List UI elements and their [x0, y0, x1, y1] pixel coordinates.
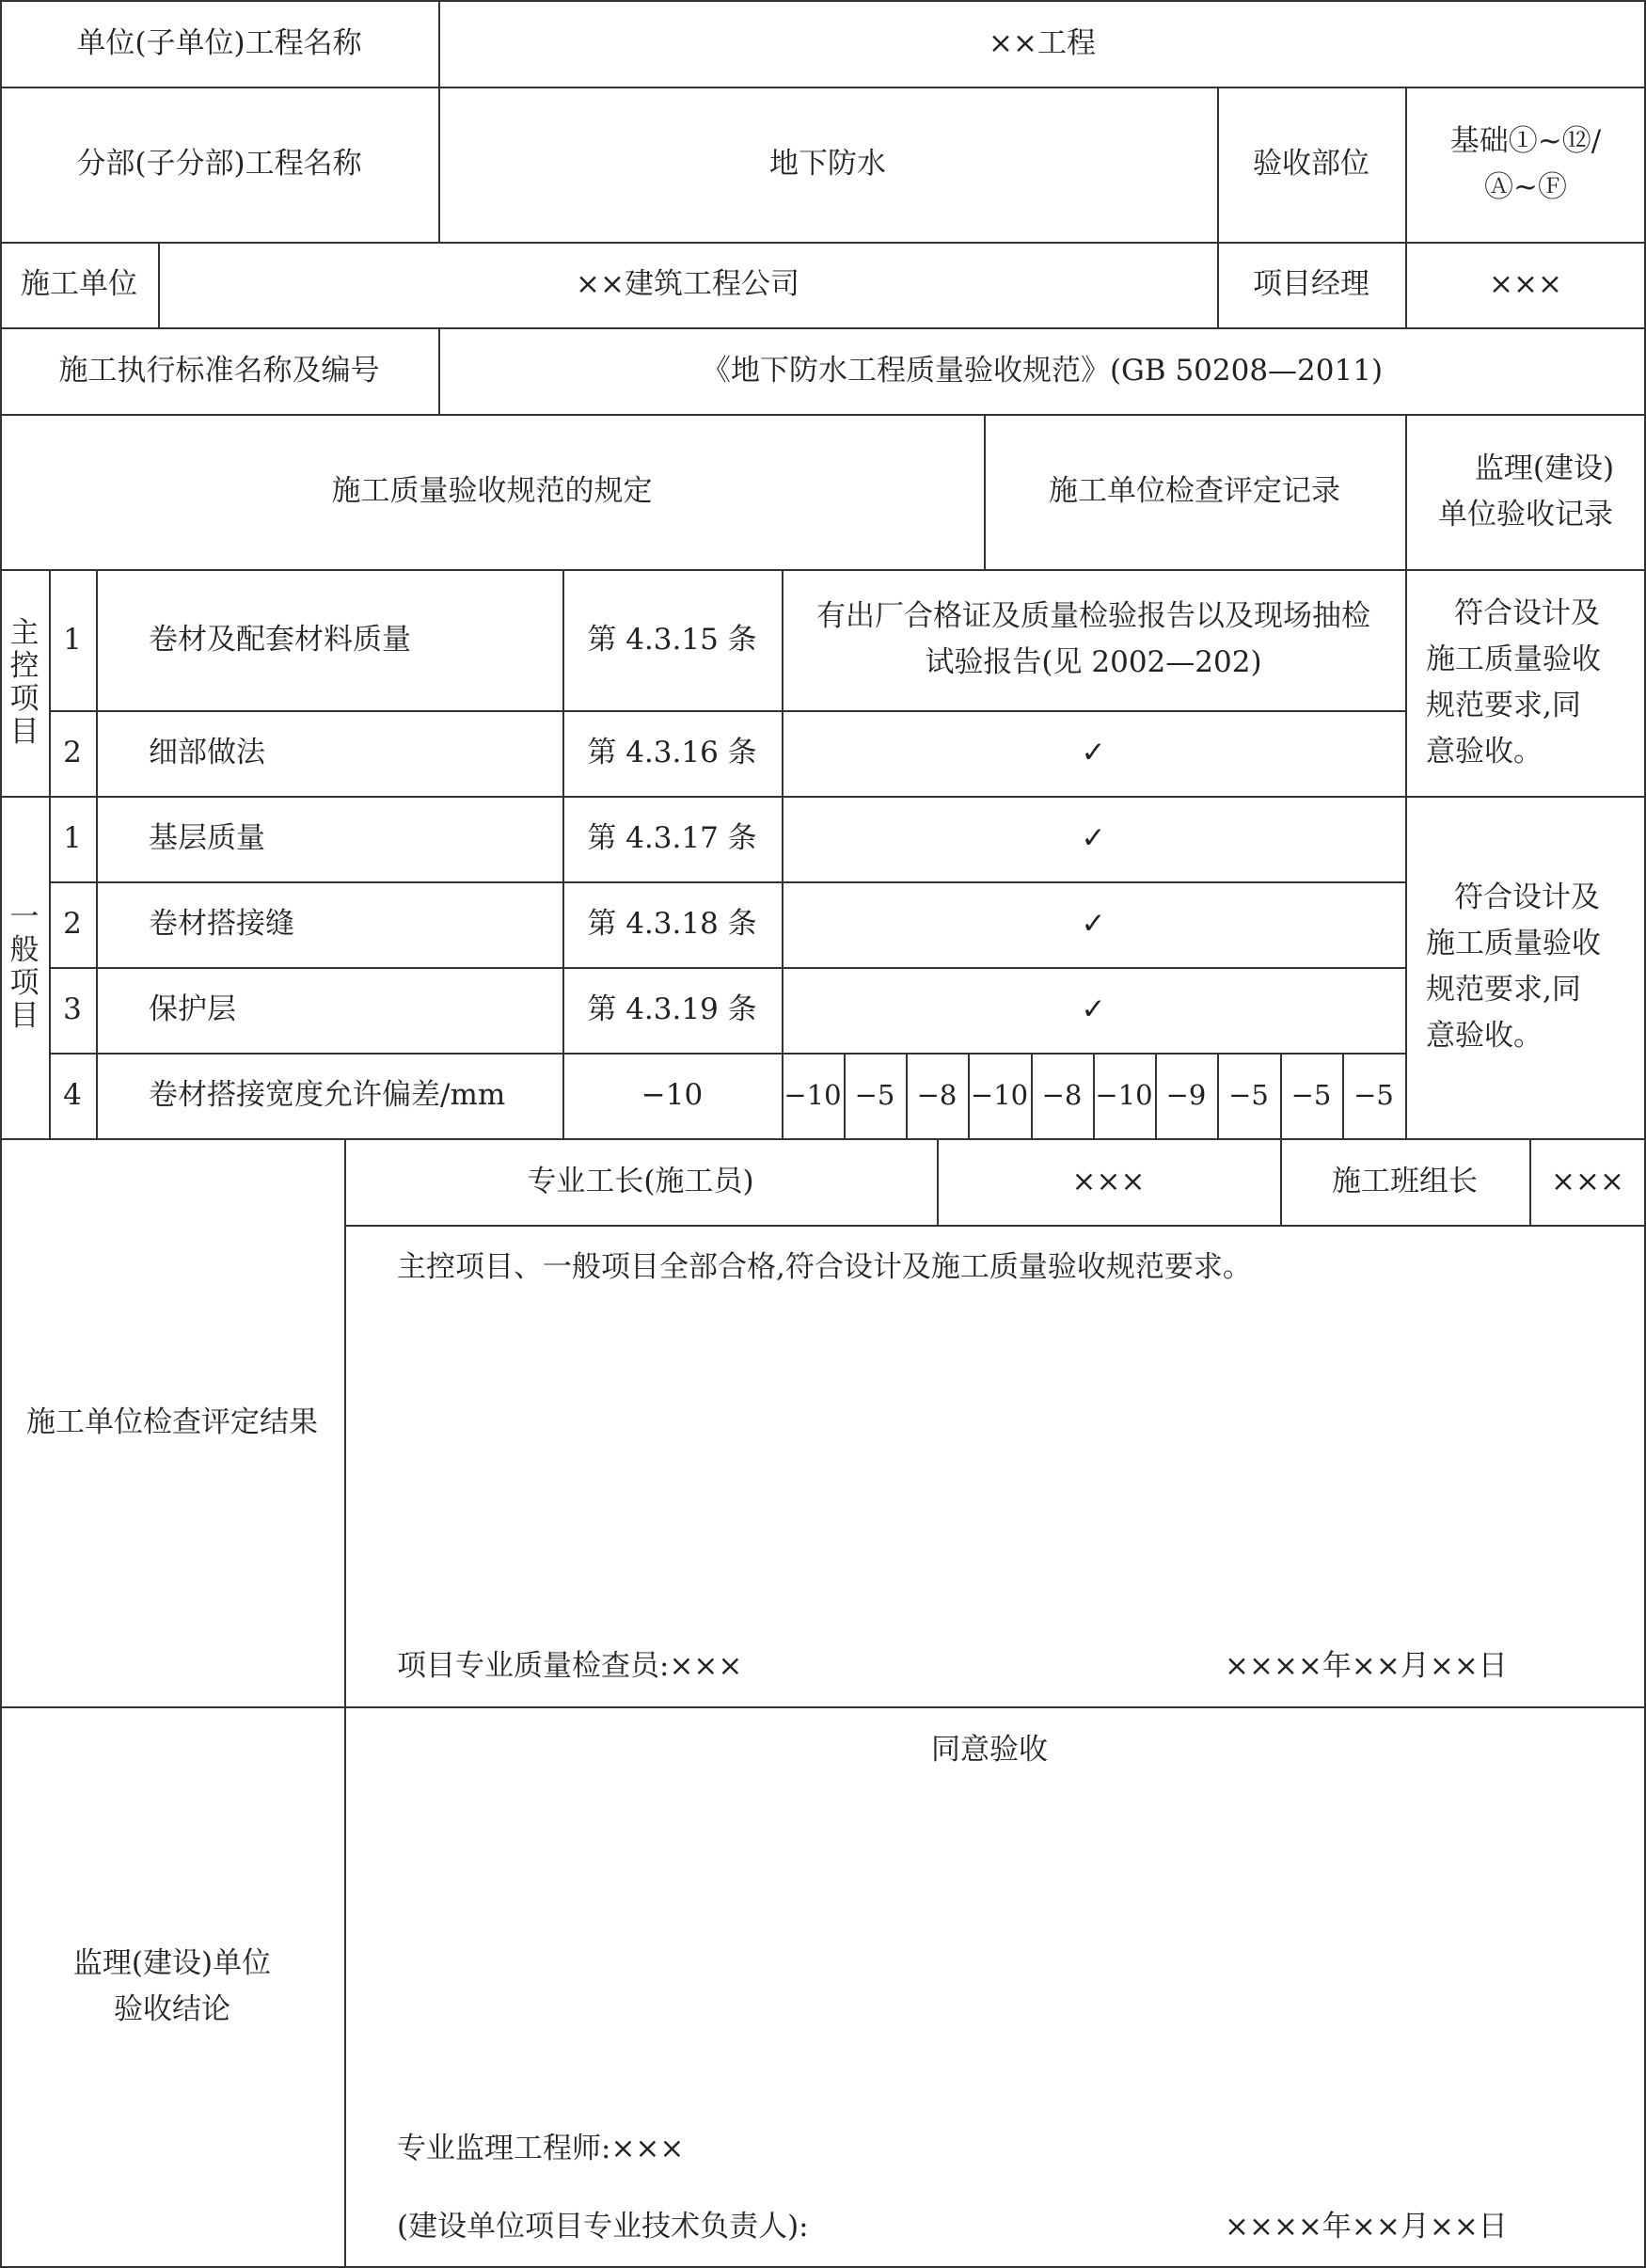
- group-char: 目: [9, 714, 40, 749]
- general-items-supervisor-note: [1405, 796, 1646, 1138]
- measurement-value: −5: [854, 1079, 895, 1111]
- contractor-date: ××××年××月××日: [1225, 1649, 1508, 1683]
- measurement-value: −5: [1290, 1079, 1332, 1111]
- general-item-name: 保护层: [149, 992, 236, 1026]
- accept-part-line1: 基础①~⑫/: [1449, 123, 1602, 158]
- contractor-record-header: 施工单位检查评定记录: [1049, 474, 1340, 508]
- supervisor-conclusion: 同意验收: [931, 1733, 1048, 1767]
- accept-part-label: 验收部位: [1253, 147, 1369, 181]
- measurement-value: −5: [1353, 1079, 1394, 1111]
- measurement-value: −10: [1095, 1079, 1153, 1111]
- supervisor-result-label: [0, 1706, 344, 2267]
- group-char: 目: [9, 999, 40, 1033]
- project-manager-label: 项目经理: [1253, 267, 1369, 301]
- team-leader-value: ×××: [1551, 1164, 1624, 1198]
- supervisor-result-label-line2: 验收结论: [114, 1992, 230, 2026]
- group-char: 般: [9, 933, 40, 967]
- note-line: 符合设计及: [1454, 880, 1600, 914]
- team-leader-label: 施工班组长: [1332, 1164, 1478, 1198]
- check-mark-icon: ✓: [1081, 821, 1106, 855]
- group-char: 一: [9, 900, 40, 934]
- note-line: 规范要求,同: [1426, 688, 1581, 722]
- measurement-value: −10: [783, 1079, 842, 1111]
- supervisor-record-header: [1405, 414, 1646, 569]
- contractor-conclusion: 主控项目、一般项目全部合格,符合设计及施工质量验收规范要求。: [397, 1250, 1252, 1284]
- note-line: 施工质量验收: [1426, 642, 1601, 676]
- rule: [344, 1225, 1646, 1227]
- spec-header: 施工质量验收规范的规定: [331, 474, 653, 508]
- general-item-clause: 第 4.3.17 条: [587, 821, 757, 855]
- contractor-label: 施工单位: [21, 267, 137, 301]
- general-items-group-label: [0, 796, 49, 1138]
- main-item-no: 2: [63, 736, 82, 769]
- general-item-no: 2: [63, 907, 82, 941]
- main-item-clause: 第 4.3.16 条: [587, 736, 757, 769]
- group-char: 项: [9, 681, 40, 716]
- contractor-value: ××建筑工程公司: [576, 267, 799, 301]
- supervising-engineer: 专业监理工程师:×××: [397, 2132, 685, 2165]
- note-line: 规范要求,同: [1426, 973, 1581, 1007]
- rule: [344, 1138, 346, 2267]
- accept-part-value: [1405, 87, 1646, 242]
- general-item-clause: −10: [641, 1078, 704, 1112]
- general-item-no: 3: [63, 992, 82, 1026]
- note-line: 意验收。: [1426, 1019, 1543, 1053]
- project-manager-value: ×××: [1489, 267, 1562, 301]
- main-items-group-label: [0, 569, 49, 796]
- check-mark-icon: ✓: [1081, 736, 1106, 769]
- general-item-name: 卷材搭接宽度允许偏差/mm: [149, 1078, 506, 1112]
- foreman-value: ×××: [1071, 1164, 1146, 1198]
- quality-inspector: 项目专业质量检查员:×××: [397, 1649, 743, 1683]
- measurement-value: −5: [1228, 1079, 1269, 1111]
- division-name-label: 分部(子分部)工程名称: [76, 147, 362, 181]
- general-item-clause: 第 4.3.18 条: [587, 907, 757, 941]
- unit-name-value: ××工程: [989, 25, 1096, 60]
- main-item-no: 1: [63, 622, 82, 657]
- measurement-value: −8: [916, 1079, 958, 1111]
- main-item-name: 细部做法: [149, 736, 265, 769]
- accept-part-line2: Ⓐ~Ⓕ: [1484, 169, 1567, 204]
- general-item-name: 卷材搭接缝: [149, 907, 294, 941]
- standard-label: 施工执行标准名称及编号: [58, 353, 380, 388]
- main-items-supervisor-note: [1405, 569, 1646, 796]
- group-char: 主: [9, 615, 40, 650]
- measurement-value: −9: [1165, 1079, 1207, 1111]
- check-mark-icon: ✓: [1081, 992, 1106, 1026]
- main-item-name: 卷材及配套材料质量: [149, 622, 411, 657]
- group-char: 项: [9, 966, 40, 1000]
- measurement-value: −8: [1041, 1079, 1083, 1111]
- contractor-result-label: 施工单位检查评定结果: [26, 1404, 318, 1439]
- main-item-clause: 第 4.3.15 条: [587, 622, 757, 657]
- main-item-record-line2: 试验报告(见 2002—202): [925, 645, 1262, 679]
- supervisor-result-label-line1: 监理(建设)单位: [72, 1946, 272, 1980]
- unit-name-label: 单位(子单位)工程名称: [76, 25, 362, 60]
- measurement-value: −10: [970, 1079, 1029, 1111]
- foreman-label: 专业工长(施工员): [527, 1164, 754, 1198]
- general-item-no: 1: [63, 821, 82, 855]
- supervisor-record-header-line1: 监理(建设): [1474, 451, 1615, 485]
- main-item-record: [782, 569, 1405, 710]
- group-char: 控: [9, 648, 40, 683]
- note-line: 施工质量验收: [1426, 927, 1601, 960]
- supervisor-date: ××××年××月××日: [1225, 2210, 1508, 2244]
- general-item-clause: 第 4.3.19 条: [587, 992, 757, 1026]
- note-line: 符合设计及: [1454, 595, 1600, 630]
- standard-value: 《地下防水工程质量验收规范》(GB 50208—2011): [701, 353, 1384, 388]
- main-item-record-line1: 有出厂合格证及质量检验报告以及现场抽检: [816, 599, 1370, 633]
- general-item-no: 4: [63, 1078, 82, 1112]
- note-line: 意验收。: [1426, 734, 1543, 769]
- check-mark-icon: ✓: [1081, 907, 1106, 941]
- owner-technical-lead: (建设单位项目专业技术负责人):: [397, 2210, 809, 2244]
- division-name-value: 地下防水: [769, 147, 886, 181]
- general-item-name: 基层质量: [149, 821, 265, 855]
- supervisor-record-header-line2: 单位验收记录: [1438, 497, 1613, 531]
